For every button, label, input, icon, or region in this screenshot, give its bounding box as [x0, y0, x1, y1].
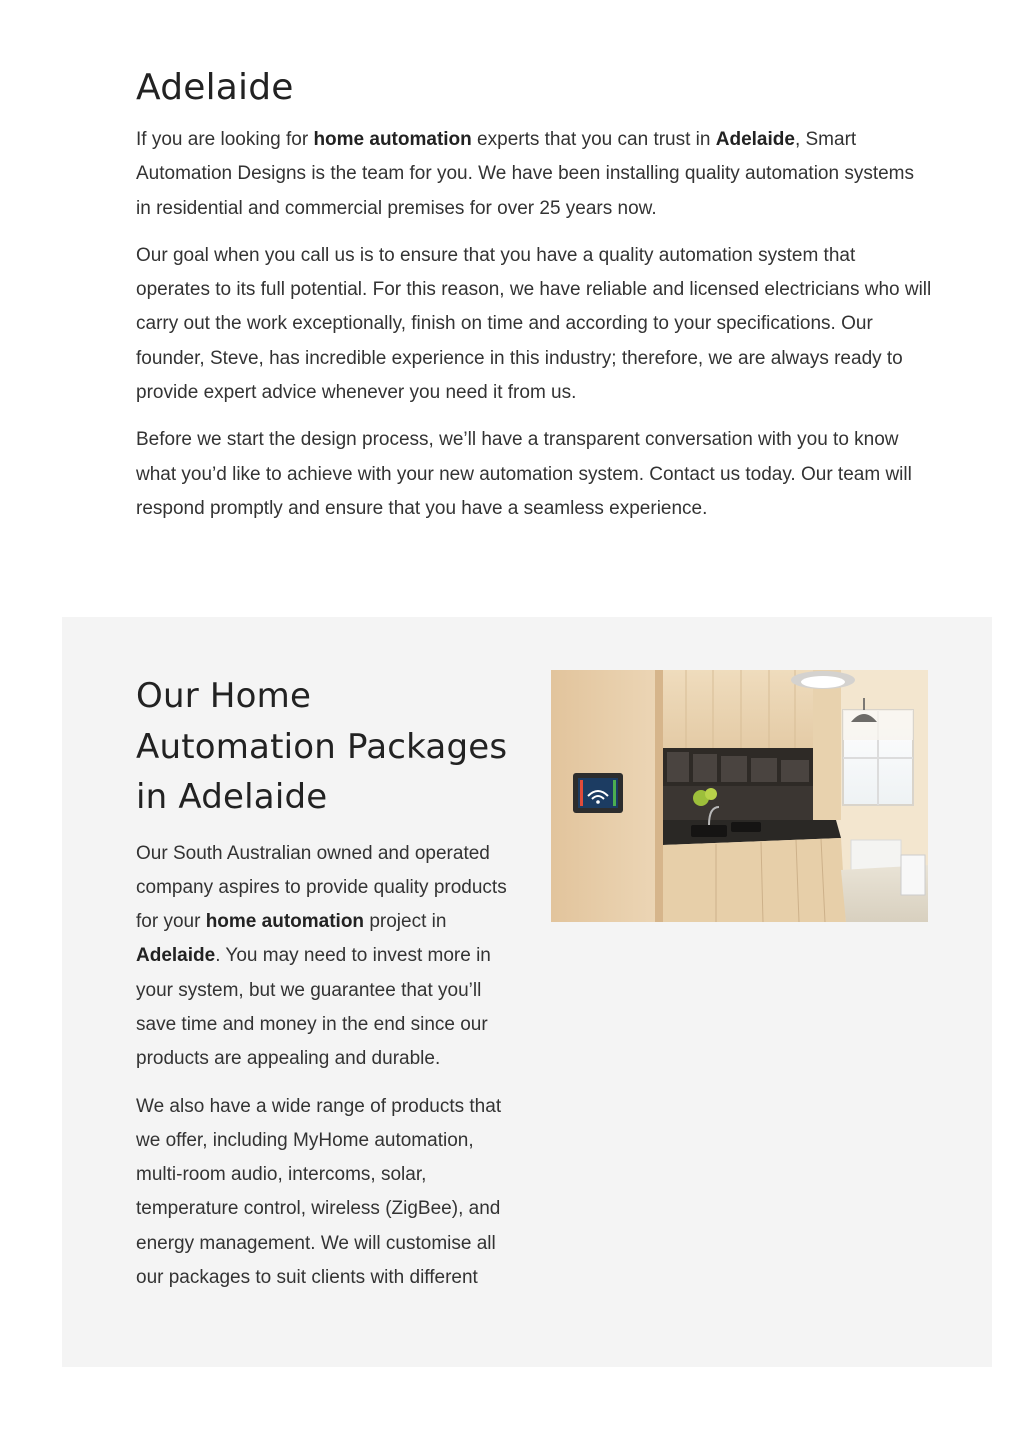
intro-paragraph-2: Our goal when you call us is to ensure that you have a quality automation system that operates to its full potential. For this reason, we have reliable and licensed electricians who will carry out the work exceptionally, finish on time and according to your specifications. Our founder, Steve, has incredible experience in this industry; therefore, we are always ready to provide expert advice whenever you need it from us.	[136, 244, 932, 404]
sink	[691, 825, 727, 837]
radiator	[851, 840, 901, 870]
intro-p1-text-2: experts that you can trust in	[471, 129, 716, 150]
packages-p1-text-1: Our South Australian owned and operated company aspires to provide quality products for your	[136, 842, 507, 933]
window-curtain	[843, 710, 913, 740]
intro-p1-text-1: If you are looking for	[136, 129, 314, 150]
packages-p1-bold-1: home automation	[205, 911, 365, 933]
kitchen-illustration	[551, 670, 928, 922]
packages-paragraph-2: We also have a wide range of products that we offer, including MyHome automation, multi-room audio, intercoms, solar, temperature control, wireless (ZigBee), and energy management. We will customise all our packages to suit clients with different	[136, 1095, 502, 1289]
intro-p1-bold-1: home automation	[313, 129, 472, 150]
packages-p1-text-2: project in	[364, 911, 447, 933]
intro-p1-bold-2: Adelaide	[715, 129, 795, 150]
intro-paragraph-3: Before we start the design process, we’ll have a transparent conversation with you to know what you’d like to achieve with your new automation system. Contact us today. Our team will respond promptly and ensure that you have a seamless experience.	[136, 429, 912, 519]
packages-paragraph-1	[136, 837, 520, 1077]
intro-p1-text-3: , Smart Automation Designs is the team for you. We have been installing quality automation systems in residential and commercial premises for over 25 years now.	[136, 129, 914, 219]
intro-paragraph-1	[136, 123, 932, 226]
chair	[901, 855, 925, 895]
packages-heading: Our Home Automation Packages in Adelaide	[136, 676, 508, 817]
page-title: Adelaide	[136, 67, 294, 108]
tall-cabinet	[813, 670, 841, 820]
packages-p1-bold-2: Adelaide	[136, 945, 216, 967]
kitchen-image	[551, 670, 928, 922]
wall-corner	[655, 670, 663, 922]
intro-section	[136, 64, 932, 539]
packages-text	[136, 671, 520, 1308]
packages-section	[62, 617, 992, 1367]
lower-cabinets	[663, 838, 846, 922]
backsplash	[663, 786, 836, 820]
packages-p1-text-3: . You may need to invest more in your system, but we guarantee that you’ll save time and money in the end since our products are appealing and durable.	[136, 945, 491, 1070]
